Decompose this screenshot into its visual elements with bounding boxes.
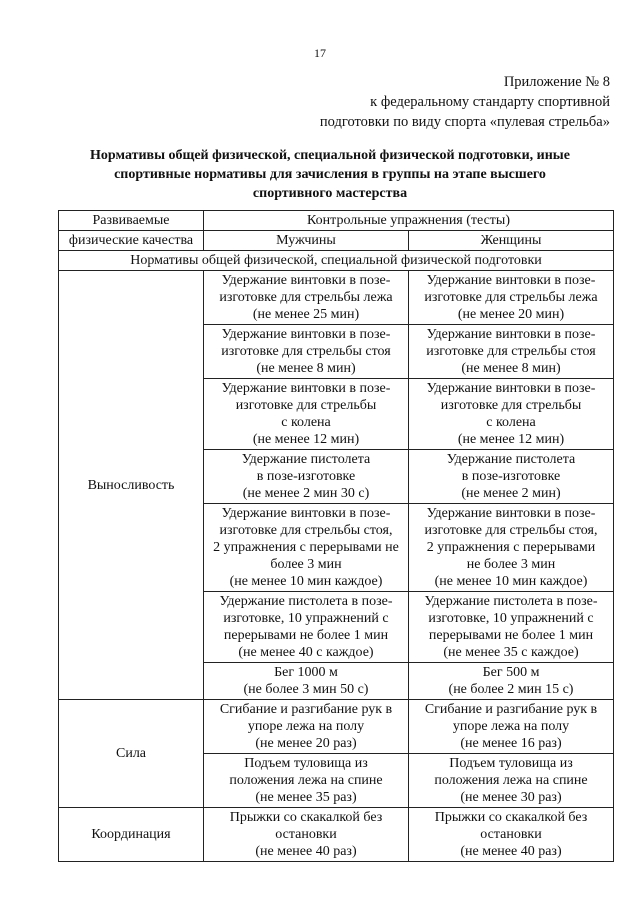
norm-line: (не менее 30 раз)	[460, 790, 562, 805]
norm-line: Удержание винтовки в позе-	[426, 273, 596, 288]
women-norm-cell	[409, 808, 614, 862]
norm-line: изготовке для стрельбы стоя	[221, 344, 391, 359]
women-header: Женщины	[409, 231, 614, 251]
norm-line: (не менее 40 раз)	[460, 844, 562, 859]
norm-line: Прыжки со скакалкой без	[434, 810, 588, 825]
quality-cell: Координация	[59, 808, 204, 862]
women-norm-cell	[409, 754, 614, 808]
table-row	[59, 808, 614, 862]
norm-line: Сгибание и разгибание рук в	[219, 702, 393, 717]
norm-line: изготовке для стрельбы стоя	[426, 344, 596, 359]
norm-line: изготовке для стрельбы стоя,	[424, 523, 598, 538]
men-header: Мужчины	[204, 231, 409, 251]
norm-line: положения лежа на спине	[434, 773, 588, 788]
norm-line: Удержание пистолета	[241, 452, 371, 467]
norm-line: (не менее 20 раз)	[255, 736, 357, 751]
men-norm-cell	[204, 663, 409, 700]
norm-line: упоре лежа на полу	[452, 719, 570, 734]
quality-header-continued: физические качества	[59, 231, 204, 251]
norm-line: перерывами не более 1 мин	[223, 628, 389, 643]
norm-line: остановки	[275, 827, 337, 842]
men-norm-cell	[204, 379, 409, 450]
norm-line: перерывами не более 1 мин	[428, 628, 594, 643]
men-norm-cell	[204, 504, 409, 592]
women-norm-cell	[409, 379, 614, 450]
men-norm-cell	[204, 325, 409, 379]
norm-line: Удержание пистолета	[446, 452, 576, 467]
women-norm-cell	[409, 663, 614, 700]
women-norm-cell	[409, 504, 614, 592]
appendix-line: к федеральному стандарту спортивной	[370, 94, 610, 110]
norm-line: 2 упражнения с перерывами не	[213, 540, 399, 555]
norm-line: Удержание винтовки в позе-	[221, 273, 391, 288]
norm-line: с колена	[486, 415, 536, 430]
norm-line: (не менее 16 раз)	[460, 736, 562, 751]
norm-line: (не менее 35 с каждое)	[443, 645, 579, 660]
norm-line: Удержание винтовки в позе-	[221, 327, 391, 342]
norm-line: (не менее 2 мин 30 с)	[242, 486, 370, 501]
table-row	[59, 271, 614, 325]
norm-line: Удержание винтовки в позе-	[426, 506, 596, 521]
tests-header: Контрольные упражнения (тесты)	[204, 211, 614, 231]
norm-line: Удержание винтовки в позе-	[426, 381, 596, 396]
norm-line: более 3 мин	[270, 557, 342, 572]
appendix-line: подготовки по виду спорта «пулевая стрельба»	[319, 114, 610, 130]
norm-line: 2 упражнения с перерывами	[426, 540, 596, 555]
women-norm-cell	[409, 592, 614, 663]
women-norm-cell	[409, 271, 614, 325]
norm-line: изготовке, 10 упражнений с	[428, 611, 594, 626]
women-norm-cell	[409, 325, 614, 379]
men-norm-cell	[204, 450, 409, 504]
page-number: 17	[314, 46, 326, 60]
women-norm-cell	[409, 700, 614, 754]
appendix-line: Приложение № 8	[503, 74, 610, 90]
norm-line: Прыжки со скакалкой без	[229, 810, 383, 825]
quality-cell: Выносливость	[59, 271, 204, 700]
norm-line: изготовке для стрельбы лежа	[219, 290, 393, 305]
norm-line: (не более 3 мин 50 с)	[243, 682, 369, 697]
norm-line: изготовке для стрельбы лежа	[424, 290, 598, 305]
header-row	[59, 211, 614, 231]
norm-line: Бег 500 м	[482, 665, 540, 680]
title-line: спортивные нормативы для зачисления в группы на этапе высшего	[114, 167, 546, 182]
norm-line: (не менее 8 мин)	[256, 361, 356, 376]
quality-cell: Сила	[59, 700, 204, 808]
norm-line: в позе-изготовке	[256, 469, 356, 484]
norm-line: (не менее 40 с каждое)	[238, 645, 374, 660]
section-row	[59, 251, 614, 271]
norm-line: Бег 1000 м	[274, 665, 338, 680]
norm-line: (не менее 10 мин каждое)	[434, 574, 588, 589]
section-title: Нормативы общей физической, специальной физической подготовки	[59, 251, 614, 271]
norm-line: Удержание пистолета в позе-	[219, 594, 393, 609]
norm-line: Удержание винтовки в позе-	[426, 327, 596, 342]
norm-line: Подъем туловища из	[244, 756, 368, 771]
norm-line: (не менее 8 мин)	[461, 361, 561, 376]
norm-line: (не менее 12 мин)	[252, 432, 360, 447]
norms-table	[58, 210, 614, 862]
norm-line: упоре лежа на полу	[247, 719, 365, 734]
title-line: Нормативы общей физической, специальной физической подготовки, иные	[90, 148, 570, 163]
men-norm-cell	[204, 754, 409, 808]
norm-line: (не менее 10 мин каждое)	[229, 574, 383, 589]
norm-line: (не менее 2 мин)	[461, 486, 561, 501]
norm-line: положения лежа на спине	[229, 773, 383, 788]
norm-line: (не менее 12 мин)	[457, 432, 565, 447]
norm-line: (не более 2 мин 15 с)	[448, 682, 574, 697]
header-row	[59, 231, 614, 251]
norm-line: в позе-изготовке	[461, 469, 561, 484]
men-norm-cell	[204, 700, 409, 754]
norm-line: Удержание винтовки в позе-	[221, 506, 391, 521]
norm-line: (не менее 25 мин)	[252, 307, 360, 322]
norm-line: Удержание винтовки в позе-	[221, 381, 391, 396]
women-norm-cell	[409, 450, 614, 504]
men-norm-cell	[204, 592, 409, 663]
norm-line: Сгибание и разгибание рук в	[424, 702, 598, 717]
norm-line: Удержание пистолета в позе-	[424, 594, 598, 609]
norm-line: (не менее 20 мин)	[457, 307, 565, 322]
norm-line: не более 3 мин	[466, 557, 556, 572]
norm-line: с колена	[281, 415, 331, 430]
table-row	[59, 700, 614, 754]
norm-line: изготовке для стрельбы	[440, 398, 582, 413]
quality-header: Развиваемые	[59, 211, 204, 231]
norm-line: остановки	[480, 827, 542, 842]
norm-line: (не менее 35 раз)	[255, 790, 357, 805]
title-line: спортивного мастерства	[252, 186, 408, 201]
norm-line: Подъем туловища из	[449, 756, 573, 771]
appendix-note	[320, 72, 610, 132]
norm-line: изготовке для стрельбы	[235, 398, 377, 413]
norm-line: изготовке для стрельбы стоя,	[219, 523, 393, 538]
men-norm-cell	[204, 271, 409, 325]
men-norm-cell	[204, 808, 409, 862]
norm-line: (не менее 40 раз)	[255, 844, 357, 859]
document-title	[60, 146, 600, 203]
norm-line: изготовке, 10 упражнений с	[223, 611, 389, 626]
